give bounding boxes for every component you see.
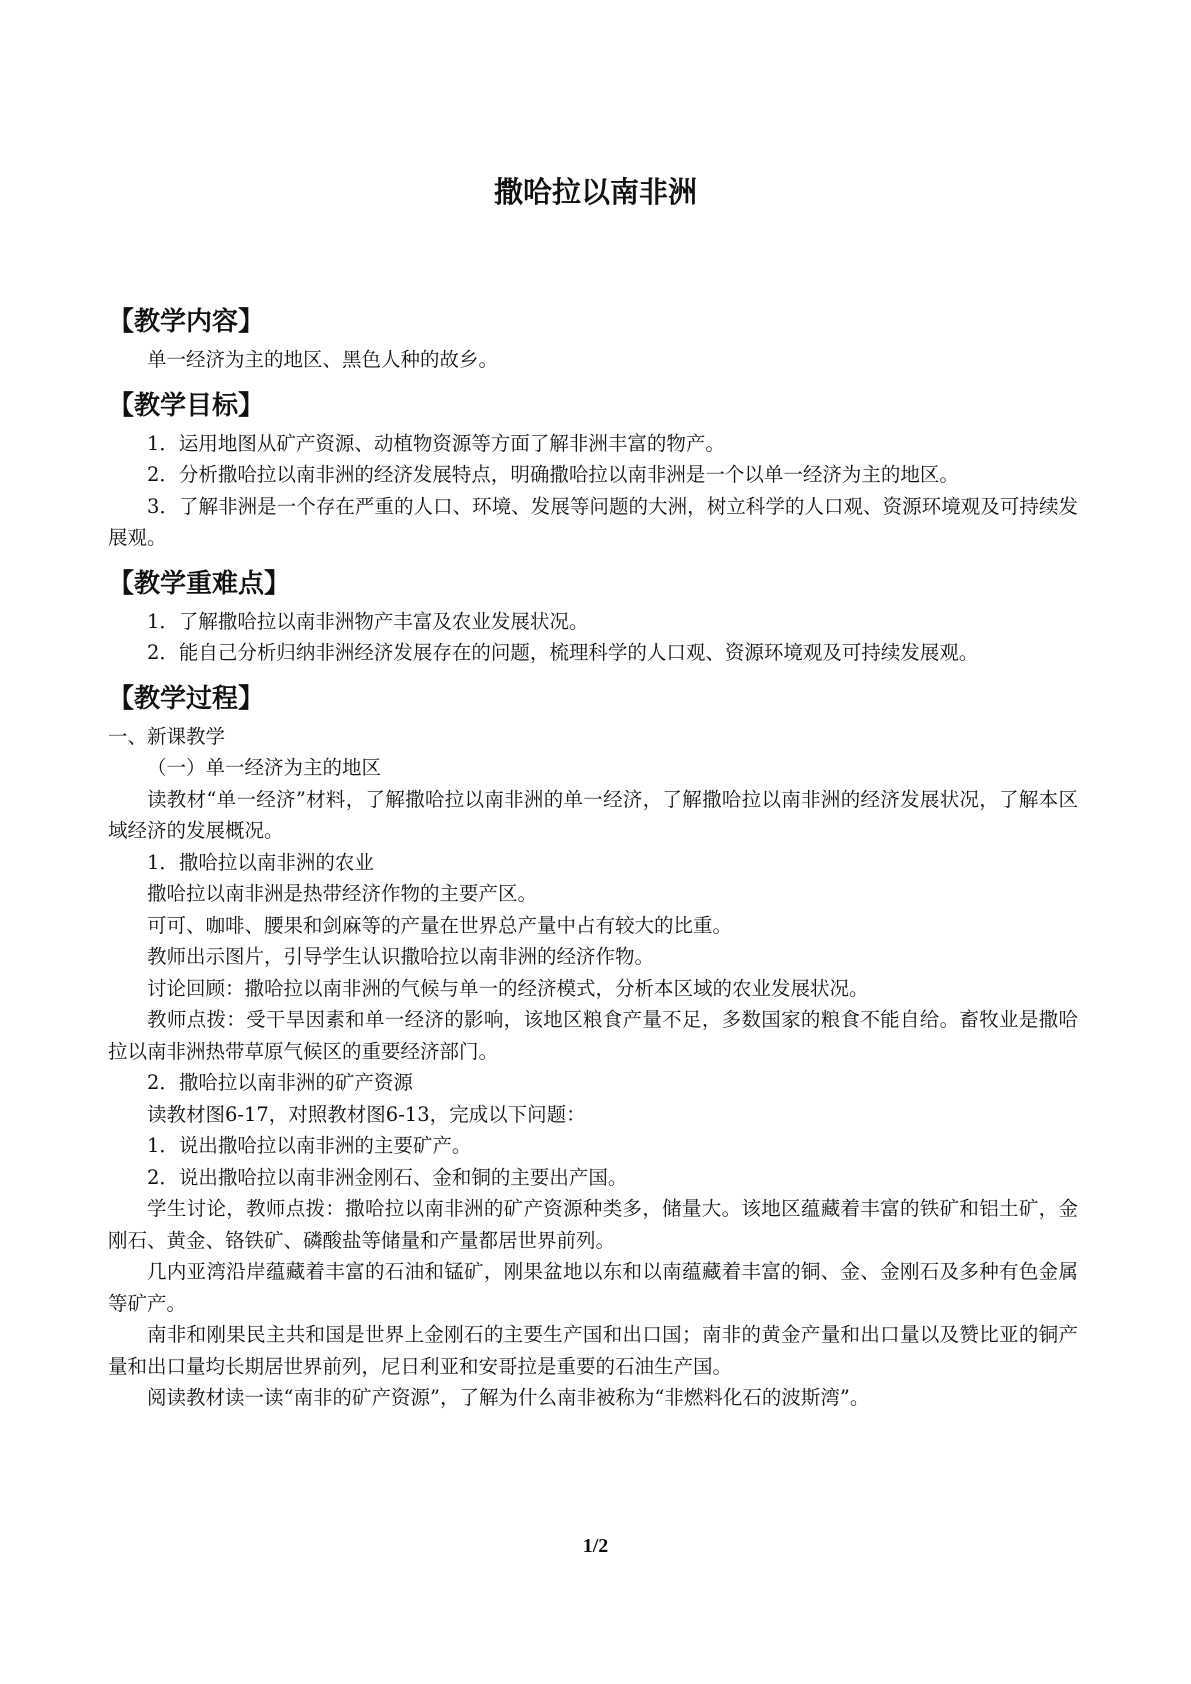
paragraph: 阅读教材读一读“南非的矿产资源”，了解为什么南非被称为“非燃料化石的波斯湾”。 bbox=[147, 1386, 870, 1409]
paragraph: 撒哈拉以南非洲是热带经济作物的主要产区。 bbox=[147, 882, 538, 905]
paragraph: 2．能自己分析归纳非洲经济发展存在的问题，梳理科学的人口观、资源环境观及可持续发展观。 bbox=[147, 641, 979, 664]
paragraph: 1．了解撒哈拉以南非洲物产丰富及农业发展状况。 bbox=[147, 609, 589, 633]
paragraph: 2．撒哈拉以南非洲的矿产资源 bbox=[147, 1071, 413, 1094]
paragraph: 单一经济为主的地区、黑色人种的故乡。 bbox=[147, 348, 499, 371]
paragraph: 3．了解非洲是一个存在严重的人口、环境、发展等问题的大洲，树立科学的人口观、资源环境观及可持续发展观。 bbox=[108, 494, 1078, 549]
paragraph: 讨论回顾：撒哈拉以南非洲的气候与单一的经济模式，分析本区域的农业发展状况。 bbox=[147, 976, 869, 1000]
paragraph: 教师出示图片，引导学生认识撒哈拉以南非洲的经济作物。 bbox=[147, 945, 655, 968]
section-heading-key-points: 【教学重难点】 bbox=[108, 568, 291, 599]
section-heading-objectives: 【教学目标】 bbox=[108, 390, 265, 421]
paragraph: 可可、咖啡、腰果和剑麻等的产量在世界总产量中占有较大的比重。 bbox=[147, 913, 733, 937]
document-body bbox=[108, 300, 1078, 1414]
paragraph: 1．撒哈拉以南非洲的农业 bbox=[147, 850, 374, 874]
paragraph: 几内亚湾沿岸蕴藏着丰富的石油和锰矿，刚果盆地以东和以南蕴藏着丰富的铜、金、金刚石及多种有色金属等矿产。 bbox=[108, 1260, 1078, 1315]
paragraph: 2．说出撒哈拉以南非洲金刚石、金和铜的主要出产国。 bbox=[147, 1165, 628, 1189]
paragraph: （一）单一经济为主的地区 bbox=[147, 756, 382, 779]
section-heading-content: 【教学内容】 bbox=[108, 307, 265, 337]
paragraph: 教师点拨：受干旱因素和单一经济的影响，该地区粮食产量不足，多数国家的粮食不能自给。畜牧业是撒哈拉以南非洲热带草原气候区的重要经济部门。 bbox=[108, 1008, 1078, 1063]
paragraph: 南非和刚果民主共和国是世界上金刚石的主要生产国和出口国；南非的黄金产量和出口量以及赞比亚的铜产量和出口量均长期居世界前列，尼日利亚和安哥拉是重要的石油生产国。 bbox=[108, 1323, 1078, 1378]
paragraph: 1．运用地图从矿产资源、动植物资源等方面了解非洲丰富的物产。 bbox=[147, 431, 725, 455]
page-number: 1/2 bbox=[582, 1535, 609, 1557]
paragraph: 1．说出撒哈拉以南非洲的主要矿产。 bbox=[147, 1134, 472, 1157]
paragraph: 读教材图6-17，对照教材图6-13，完成以下问题： bbox=[147, 1102, 586, 1126]
paragraph: 读教材“单一经济”材料，了解撒哈拉以南非洲的单一经济，了解撒哈拉以南非洲的经济发展状况，了解本区域经济的发展概况。 bbox=[108, 787, 1078, 842]
paragraph: 一、新课教学 bbox=[108, 724, 226, 748]
paragraph: 学生讨论，教师点拨：撒哈拉以南非洲的矿产资源种类多，储量大。该地区蕴藏着丰富的铁矿和铝土矿，金刚石、黄金、铬铁矿、磷酸盐等储量和产量都居世界前列。 bbox=[108, 1197, 1078, 1252]
section-heading-process: 【教学过程】 bbox=[108, 683, 265, 714]
paragraph: 2．分析撒哈拉以南非洲的经济发展特点，明确撒哈拉以南非洲是一个以单一经济为主的地区。 bbox=[147, 463, 959, 486]
document-title: 撒哈拉以南非洲 bbox=[493, 175, 697, 209]
